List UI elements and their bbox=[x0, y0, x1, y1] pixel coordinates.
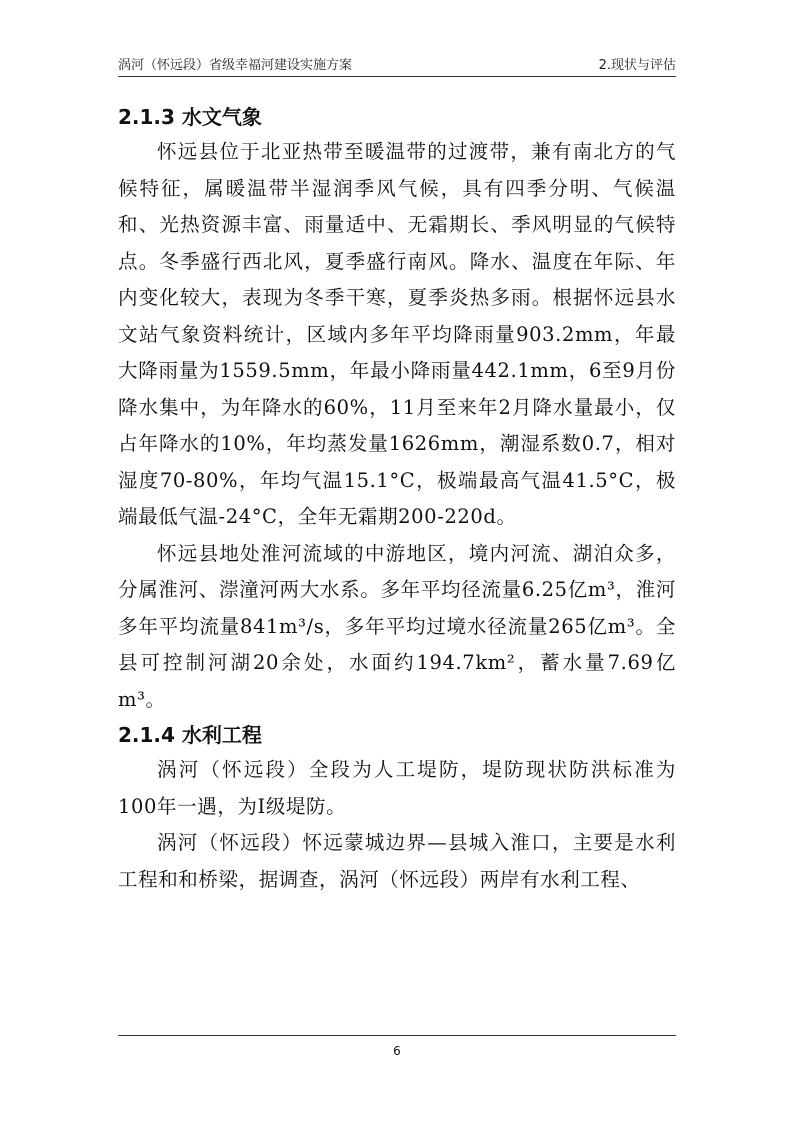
header-rule bbox=[118, 76, 676, 77]
page-body bbox=[118, 100, 676, 898]
page-header bbox=[118, 54, 676, 76]
header-chapter-title: 2.现状与评估 bbox=[598, 58, 676, 73]
paragraph-engineering: 涡河（怀远段）怀远蒙城边界—县城入淮口，主要是水利工程和和桥梁，据调查，涡河（怀远段）两岸有水利工程、 bbox=[118, 831, 676, 891]
footer-rule bbox=[118, 1035, 676, 1036]
paragraph-embankment: 涡河（怀远段）全段为人工堤防，堤防现状防洪标准为100年一遇，为Ⅰ级堤防。 bbox=[118, 758, 676, 818]
page-number: 6 bbox=[393, 1044, 401, 1058]
section-heading-hydrology: 2.1.3 水文气象 bbox=[118, 105, 262, 129]
section-heading-water-works: 2.1.4 水利工程 bbox=[118, 723, 262, 747]
header-document-title: 涡河（怀远段）省级幸福河建设实施方案 bbox=[118, 58, 353, 73]
paragraph-climate: 怀远县位于北亚热带至暖温带的过渡带，兼有南北方的气候特征，属暖温带半湿润季风气候，具有四季分明、气候温和、光热资源丰富、雨量适中、无霜期长、季风明显的气候特点。冬季盛行西北风，夏季盛行南风。降水、温度在年际、年内变化较大，表现为冬季干寒，夏季炎热多雨。根据怀远县水文站气象资料统计，区域内多年平均降雨量903.2mm，年最大降雨量为1559.5mm，年最小降雨量442.1mm，6至9月份降水集中，为年降水的60%，11月至来年2月降水量最小，仅占年降水的10%，年均蒸发量1626mm，潮湿系数0.7，相对湿度70-80%，年均气温15.1°C，极端最高气温41.5°C，极端最低气温-24°C，全年无霜期200-220d。 bbox=[118, 140, 676, 528]
paragraph-water-systems: 怀远县地处淮河流域的中游地区，境内河流、湖泊众多，分属淮河、漴潼河两大水系。多年平均径流量6.25亿m³，淮河多年平均流量841m³/s，多年平均过境水径流量265亿m³。全县可控制河湖20余处，水面约194.7km²，蓄水量7.69亿m³。 bbox=[118, 541, 676, 711]
